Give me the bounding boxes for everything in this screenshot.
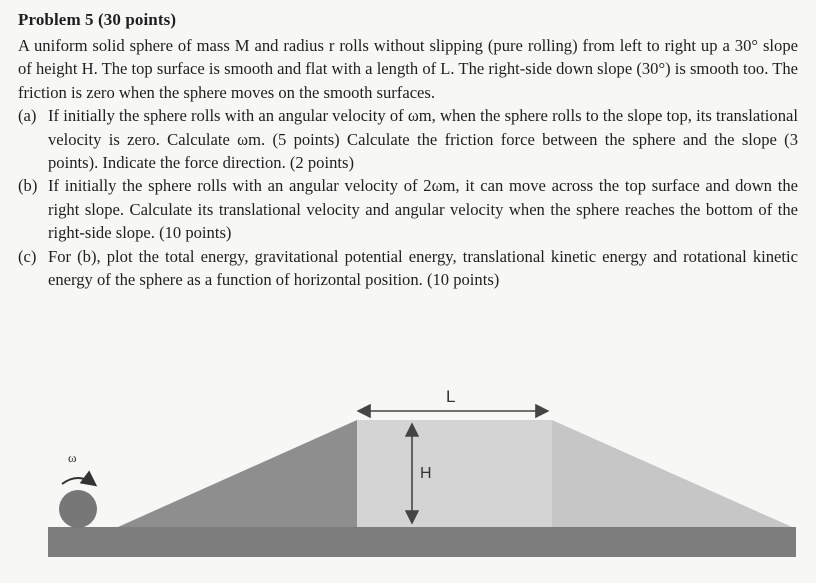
part-b-label: (b) — [18, 176, 38, 196]
part-b-text: If initially the sphere rolls with an angular velocity of 2ωm, it can move across the top surface and down the right slope. Calculate its translational velocity and angular velocity when the sphere reaches the bottom of the right-side slope. (10 points) — [48, 176, 798, 243]
part-a-label: (a) — [18, 106, 37, 126]
part-c-label: (c) — [18, 246, 37, 266]
part-b — [18, 174, 798, 244]
problem-intro: A uniform solid sphere of mass M and radius r rolls without slipping (pure rolling) from left to right up a 30° slope of height H. The top surface is smooth and flat with a length of L. The right-side down slope (30°) is smooth too. The friction is zero when the sphere moves on the smooth surfaces. — [18, 36, 798, 102]
part-a — [18, 104, 798, 174]
problem-text — [18, 10, 798, 291]
part-c — [18, 245, 798, 292]
length-label: L — [446, 387, 456, 406]
rotation-arrow-icon — [62, 478, 94, 484]
left-slope — [118, 420, 357, 527]
omega-label: ω — [68, 450, 77, 465]
problem-title: Problem 5 (30 points) — [18, 10, 177, 29]
incline-diagram — [0, 380, 816, 583]
part-c-text: For (b), plot the total energy, gravitational potential energy, translational kinetic energy and rotational kinetic energy of the sphere as a function of horizontal position. (10 points) — [48, 246, 798, 290]
right-slope — [552, 420, 792, 527]
top-block — [357, 420, 552, 527]
part-a-text: If initially the sphere rolls with an angular velocity of ωm, when the sphere rolls to the slope top, its translational velocity is zero. Calculate ωm. (5 points) Calculate the friction force between the sphere and the slope (3 points). Indicate the force direction. (2 points) — [48, 106, 798, 173]
height-label: H — [420, 465, 432, 482]
ground — [48, 527, 796, 557]
sphere — [59, 490, 97, 528]
